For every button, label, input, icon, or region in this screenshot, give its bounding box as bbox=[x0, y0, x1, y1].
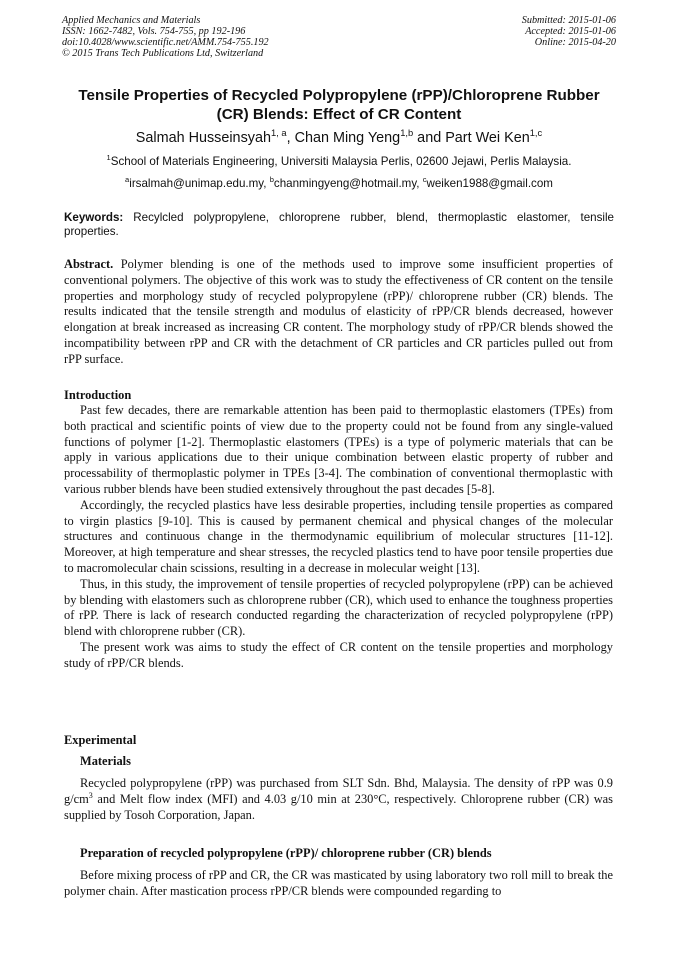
keywords-text: Recylcled polypropylene, chloroprene rubber, blend, thermoplastic elastomer, tensile properties. bbox=[64, 211, 614, 238]
submission-dates bbox=[522, 15, 616, 48]
date-submitted: Submitted: 2015-01-06 bbox=[521, 15, 616, 26]
section-heading-experimental: Experimental bbox=[64, 733, 137, 747]
paper-title bbox=[55, 86, 623, 124]
materials-text: Recycled polypropylene (rPP) was purchased from SLT Sdn. Bhd, Malaysia. The density of rPP was 0.9 g/cm bbox=[64, 776, 613, 806]
affiliation bbox=[40, 155, 638, 169]
paragraph: Past few decades, there are remarkable attention has been paid to thermoplastic elastomers (TPEs) from both practical and scientific points of view due to the property could not be found from any single-valued functions of polymer [1-2]. Thermoplastic elastomers (TPEs) is a type of polymeric materials that can be apply in various applications due to their unique combination between elastic property of rubber and processability of thermoplastic polymer in TPEs [3-4]. The combination of conventional thermoplastic with various rubber blends have been studied extensively throughout the past decades [5-8]. bbox=[64, 403, 613, 496]
abstract-label: Abstract. bbox=[64, 257, 114, 271]
abstract-text: Polymer blending is one of the methods used to improve some insufficient properties of conventional polymers. The objective of this work was to study the effectiveness of CR content on the tensile properties and morphology study of recycled polypropylene (rPP)/ chloroprene rubber (CR) blends. The results indicated that the tensile strength and modulus of elasticity of rPP/CR blends decreased, however elongation at break increased as increasing CR content. The morphology study of rPP/CR blends showed the incompatibility between rPP and CR with the detachment of CR particles and CR particles pulled out from rPP surface. bbox=[64, 257, 613, 366]
author-separator: and bbox=[413, 130, 446, 146]
email-b[interactable]: chanmingyeng@hotmail.my, bbox=[273, 177, 423, 190]
keywords-label: Keywords: bbox=[64, 211, 124, 224]
subsection-heading-materials: Materials bbox=[80, 754, 131, 768]
journal-issn: ISSN: 1662-7482, Vols. 754-755, pp 192-196 bbox=[62, 26, 246, 37]
author-separator: , bbox=[286, 130, 295, 146]
author-emails bbox=[40, 177, 638, 191]
journal-info bbox=[62, 15, 269, 59]
title-line-1: Tensile Properties of Recycled Polypropylene (rPP)/Chloroprene Rubber bbox=[78, 87, 600, 104]
abstract bbox=[64, 257, 613, 368]
journal-name: Applied Mechanics and Materials bbox=[62, 15, 201, 26]
author-2-affil: 1,b bbox=[400, 128, 414, 139]
paragraph: Accordingly, the recycled plastics have less desirable properties, including tensile properties as compared to virgin plastics [9-10]. This is caused by permanent chemical and physical changes of the molecular structures and continuous change in the thermodynamic equilibrium of molecular structures [11-12]. Moreover, at high temperature and shear stresses, the recycled plastics tend to have poor tensile properties due to macromolecular chain scissions, resulting in a decrease in molecular weight [13]. bbox=[64, 497, 613, 575]
date-online: Online: 2015-04-20 bbox=[534, 37, 616, 48]
introduction-body bbox=[64, 403, 613, 672]
email-marker: c bbox=[422, 175, 427, 185]
subsection-heading-preparation: Preparation of recycled polypropylene (rPP)/ chloroprene rubber (CR) blends bbox=[80, 846, 492, 860]
unit-superscript: 3 bbox=[88, 790, 93, 800]
author-3: Part Wei Ken bbox=[445, 130, 530, 146]
section-heading-introduction: Introduction bbox=[64, 388, 132, 402]
paragraph: Before mixing process of rPP and CR, the CR was masticated by using laboratory two roll mill to break the polymer chain. After mastication process rPP/CR blends were compounded regarding to bbox=[64, 868, 613, 898]
journal-doi[interactable]: doi:10.4028/www.scientific.net/AMM.754-755.192 bbox=[62, 37, 269, 48]
email-marker: a bbox=[125, 175, 130, 185]
author-list bbox=[40, 129, 638, 147]
materials-body bbox=[64, 776, 613, 823]
paragraph bbox=[64, 776, 613, 823]
date-accepted: Accepted: 2015-01-06 bbox=[525, 26, 616, 37]
author-1-affil: 1, a bbox=[270, 128, 287, 139]
email-a[interactable]: irsalmah@unimap.edu.my, bbox=[129, 177, 270, 190]
email-c[interactable]: weiken1988@gmail.com bbox=[426, 177, 553, 190]
title-line-2: (CR) Blends: Effect of CR Content bbox=[216, 106, 462, 123]
affiliation-text: School of Materials Engineering, Universiti Malaysia Perlis, 02600 Jejawi, Perlis Malaysia. bbox=[110, 155, 572, 168]
paragraph: Thus, in this study, the improvement of tensile properties of recycled polypropylene (rPP) can be achieved by blending with elastomers such as chloroprene rubber (CR), which used to enhance the toughness properties of rPP. There is lack of research conducted regarding the characterization of recycled polypropylene (rPP) blend with chloroprene rubber (CR). bbox=[64, 576, 613, 639]
materials-text: and Melt flow index (MFI) and 4.03 g/10 min at 230°C, respectively. Chloroprene rubber (CR) was supplied by Tosoh Corporation, Japan. bbox=[64, 791, 613, 822]
author-1: Salmah Husseinsyah bbox=[135, 130, 271, 146]
author-2: Chan Ming Yeng bbox=[294, 130, 401, 146]
paragraph: The present work was aims to study the effect of CR content on the tensile properties and morphology study of rPP/CR blends. bbox=[64, 639, 613, 670]
journal-copyright: © 2015 Trans Tech Publications Ltd, Switzerland bbox=[62, 48, 264, 59]
preparation-body bbox=[64, 868, 613, 900]
author-3-affil: 1,c bbox=[529, 128, 543, 139]
keywords bbox=[64, 211, 614, 239]
affiliation-marker: 1 bbox=[106, 153, 111, 163]
email-marker: b bbox=[269, 175, 274, 185]
